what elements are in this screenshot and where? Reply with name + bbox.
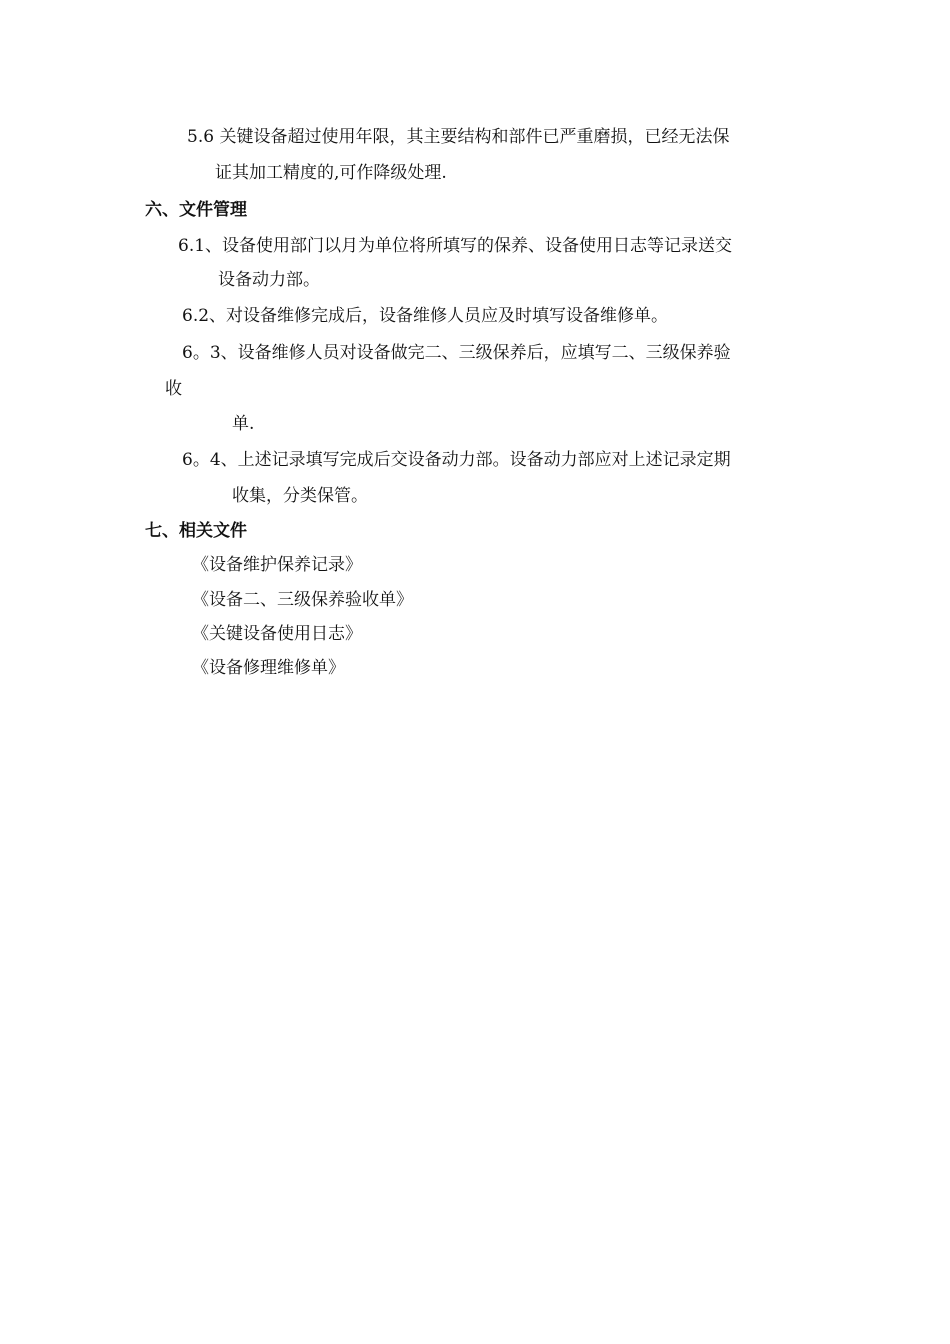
related-doc-item: 《设备修理维修单》 [192,658,345,678]
item-6-3-line-2: 收 [165,379,182,399]
item-6-2-line-1: 6.2、对设备维修完成后，设备维修人员应及时填写设备维修单。 [182,306,669,326]
related-doc-item: 《关键设备使用日志》 [192,624,362,644]
item-6-4-line-1: 6。4、上述记录填写完成后交设备动力部。设备动力部应对上述记录定期 [182,450,731,470]
related-doc-item: 《设备维护保养记录》 [192,555,362,575]
item-6-1-line-2: 设备动力部。 [218,270,320,290]
item-6-4-line-2: 收集，分类保管。 [232,486,368,506]
item-6-1-line-1: 6.1、设备使用部门以月为单位将所填写的保养、设备使用日志等记录送交 [178,236,733,256]
item-5-6-line-1: 5.6 关键设备超过使用年限，其主要结构和部件已严重磨损，已经无法保 [187,127,730,147]
related-doc-item: 《设备二、三级保养验收单》 [192,590,413,610]
item-6-3-line-3: 单. [232,414,255,434]
section-6-heading: 六、文件管理 [145,200,247,220]
section-7-heading: 七、相关文件 [145,521,247,541]
item-5-6-line-2: 证其加工精度的,可作降级处理. [215,163,447,183]
item-6-3-line-1: 6。3、设备维修人员对设备做完二、三级保养后，应填写二、三级保养验 [182,343,731,363]
